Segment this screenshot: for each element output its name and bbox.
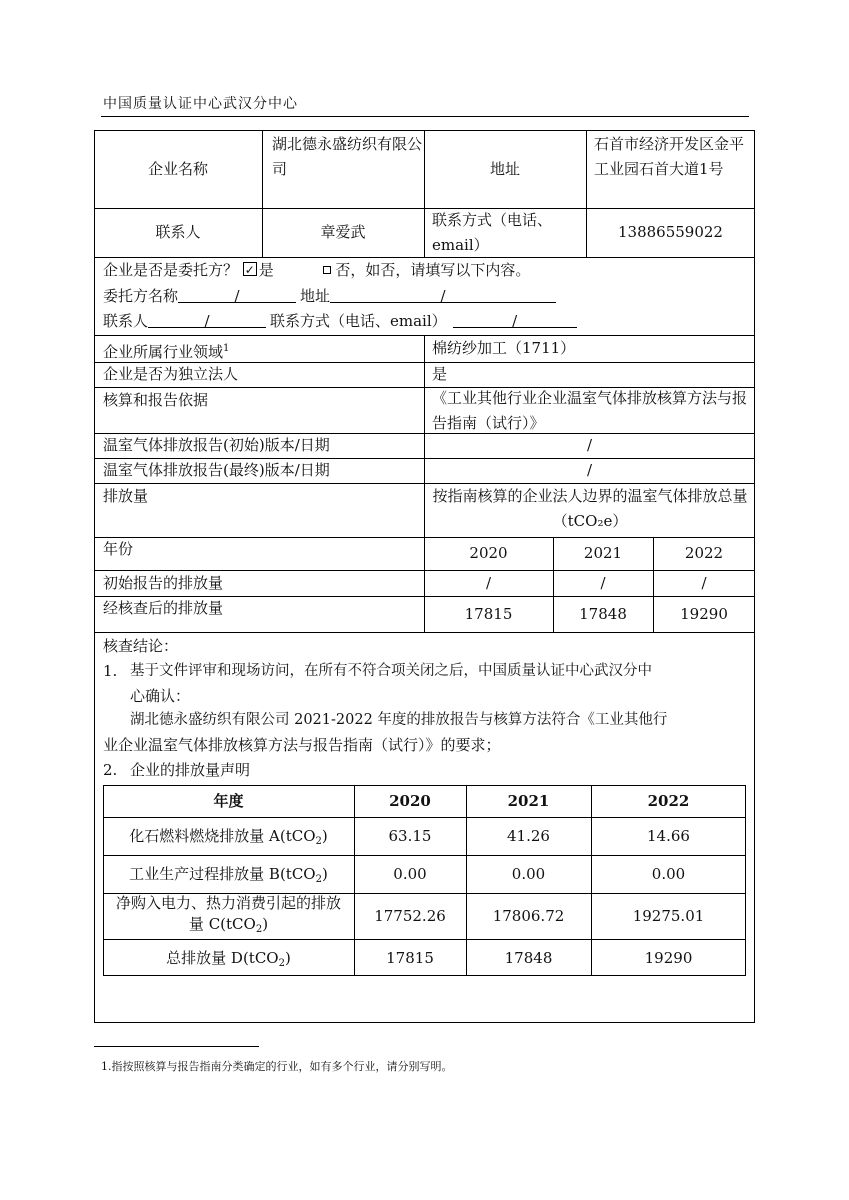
entrust-contact-method-field[interactable] [453,309,577,328]
no-label: 否，如否，请填写以下内容。 [335,261,531,279]
company-name-label: 企业名称 [147,160,208,178]
verified-emission-2021: 17848 [579,605,627,623]
year-label: 年份 [103,540,134,558]
year-2021: 2021 [583,544,623,562]
subscript: 2 [315,874,322,885]
item2-number: 2. [103,761,118,779]
final-version-value: / [586,461,593,479]
initial-version-label: 温室气体排放报告(初始)版本/日期 [103,436,330,454]
row-c-2021: 17806.72 [492,907,565,925]
address-value: 石首市经济开发区金平工业园石首大道1号 [594,135,745,178]
basis-label: 核算和报告依据 [103,391,209,409]
table-header-year: 年度 [213,792,244,810]
entrust-question: 企业是否是委托方？ [103,261,239,279]
row-a-label-text: 化石燃料燃烧排放量 A(tCO [129,827,316,845]
row-a-label [103,824,354,854]
blank-slash: / [204,312,210,330]
table-header-2020: 2020 [389,792,431,810]
entrust-question-line [103,258,530,283]
industry-footnote-ref: 1 [223,343,230,354]
table-header-2022: 2022 [647,792,690,810]
row-b-label-text: 工业生产过程排放量 B(tCO [129,865,316,883]
contact-method-value: 13886559022 [618,223,723,241]
row-d-2020: 17815 [386,949,434,967]
header-org: 中国质量认证中心武汉分中心 [103,96,298,112]
address-label: 地址 [489,160,520,178]
entrust-contact-line [103,309,577,334]
blank-slash: / [512,312,518,330]
final-version-label: 温室气体排放报告(最终)版本/日期 [103,461,330,479]
yes-label: 是 [258,261,274,279]
row-b-2022: 0.00 [651,865,686,883]
header-divider [101,116,749,117]
verified-emission-2022: 19290 [680,605,728,623]
legal-entity-value: 是 [432,365,448,383]
subscript: 2 [278,958,285,969]
row-d-2022: 19290 [644,949,693,967]
blank-slash: / [234,287,240,305]
entrust-contact-field[interactable] [148,309,266,328]
row-c-label-line1: 净购入电力、热力消费引起的排放 [115,894,341,912]
row-c-2020: 17752.26 [374,907,446,925]
row-b-label [103,862,354,892]
contact-label: 联系人 [155,223,201,241]
subscript: 2 [315,836,322,847]
entrust-contact-method-label: 联系方式（电话、email） [270,312,447,330]
row-b-2020: 0.00 [393,865,427,883]
row-b-2021: 0.00 [511,865,546,883]
no-checkbox[interactable] [323,266,331,274]
col-divider [424,130,425,257]
verified-emission-label: 经核查后的排放量 [103,599,224,617]
statement-line2: 业企业温室气体排放核算方法与报告指南（试行）》的要求； [103,736,501,754]
row-c-label-tail: ) [262,915,269,933]
footnote-divider [94,1046,259,1047]
year-2022: 2022 [684,544,724,562]
initial-emission-label: 初始报告的排放量 [103,574,224,592]
footnote: 1.指按照核算与报告指南分类确定的行业，如有多个行业，请分别写明。 [101,1060,453,1073]
entrust-address-label: 地址 [300,287,331,305]
item1-number: 1. [103,662,118,680]
industry-label: 企业所属行业领域 [103,343,224,361]
industry-label-wrap [103,336,229,365]
entrust-name-label: 委托方名称 [103,287,179,305]
verified-emission-2020: 17815 [464,605,513,623]
item1-line2: 心确认： [130,687,191,705]
blank-slash: / [440,287,446,305]
conclusion-title: 核查结论： [103,637,179,655]
row-d-label-tail: ) [284,949,291,967]
table-row-divider [103,855,746,856]
initial-emission-2022: / [701,574,707,592]
initial-emission-2021: / [600,574,606,592]
row-divider [94,632,755,633]
emission-value: 按指南核算的企业法人边界的温室气体排放总量（tCO₂e） [432,487,748,530]
emission-label: 排放量 [103,487,149,505]
basis-value: 《工业其他行业企业温室气体排放核算方法与报告指南（试行）》 [432,389,748,432]
entrust-contact-label: 联系人 [103,312,149,330]
industry-value: 棉纺纱加工（1711） [432,339,576,357]
statement-line1: 湖北德永盛纺织有限公司 2021-2022 年度的排放报告与核算方法符合《工业其他行 [130,712,668,728]
contact-method-label: 联系方式（电话、email） [432,211,553,254]
row-d-label-text: 总排放量 D(tCO [166,949,279,967]
row-b-label-tail: ) [321,865,328,883]
row-c-label [103,893,354,940]
row-c-label-line2: 量 C(tCO [188,915,256,933]
entrust-address-field[interactable] [330,284,556,303]
item1-line1: 基于文件评审和现场访问，在所有不符合项关闭之后，中国质量认证中心武汉分中 [130,663,652,679]
row-a-2022: 14.66 [647,827,690,845]
yes-checkbox[interactable] [243,262,257,276]
entrust-name-line [103,284,556,309]
row-d-2021: 17848 [504,949,553,967]
subscript: 2 [255,924,263,935]
table-row-divider [103,817,746,818]
row-c-2022: 19275.01 [632,907,705,925]
legal-entity-label: 企业是否为独立法人 [103,365,239,383]
item2-text: 企业的排放量声明 [130,761,251,779]
initial-emission-2020: / [485,574,492,592]
contact-value: 章爱武 [320,223,366,241]
row-a-2020: 63.15 [388,827,432,845]
table-header-2021: 2021 [507,792,550,810]
initial-version-value: / [586,436,593,454]
year-2020: 2020 [469,544,508,562]
row-a-label-tail: ) [321,827,328,845]
row-d-label [103,946,354,976]
company-name-value: 湖北德永盛纺织有限公司 [272,135,423,178]
row-a-2021: 41.26 [507,827,550,845]
entrust-name-field[interactable] [178,284,296,303]
